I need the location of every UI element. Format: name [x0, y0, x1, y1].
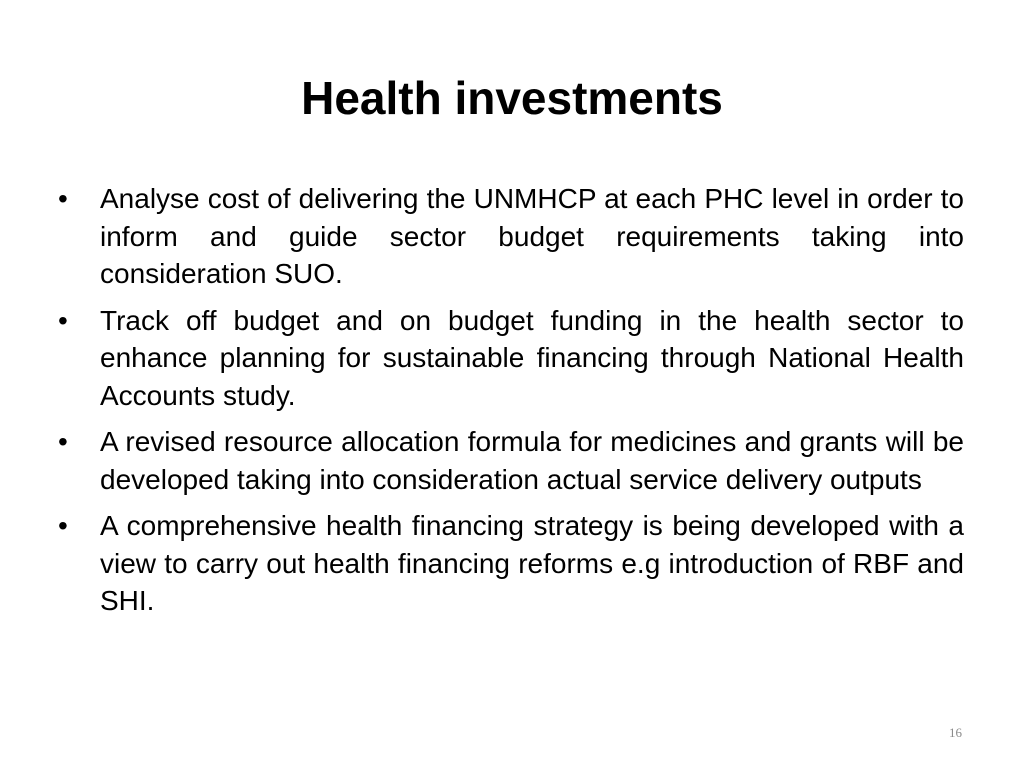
page-number: 16 — [949, 725, 962, 740]
bullet-text: A comprehensive health financing strategy is being developed with a view to carry out health financing reforms e.g introduction of RBF and SHI. — [100, 510, 964, 616]
bullet-dot-icon: • — [58, 510, 68, 541]
bullet-item — [56, 507, 964, 620]
bullet-list — [56, 180, 964, 629]
bullet-item — [56, 423, 964, 498]
bullet-dot-icon: • — [58, 183, 68, 214]
bullet-text: Track off budget and on budget funding in the health sector to enhance planning for sustainable financing through National Health Accounts study. — [100, 304, 964, 411]
bullet-text: Analyse cost of delivering the UNMHCP at each PHC level in order to inform and guide sector budget requirements taking into consideration SUO. — [100, 183, 964, 289]
bullet-item — [56, 302, 964, 415]
bullet-text: A revised resource allocation formula for medicines and grants will be developed taking into consideration actual service delivery outputs — [100, 426, 964, 495]
slide-title: Health investments — [301, 72, 723, 124]
bullet-item — [56, 180, 964, 293]
bullet-dot-icon: • — [58, 304, 68, 336]
bullet-dot-icon: • — [58, 426, 68, 457]
